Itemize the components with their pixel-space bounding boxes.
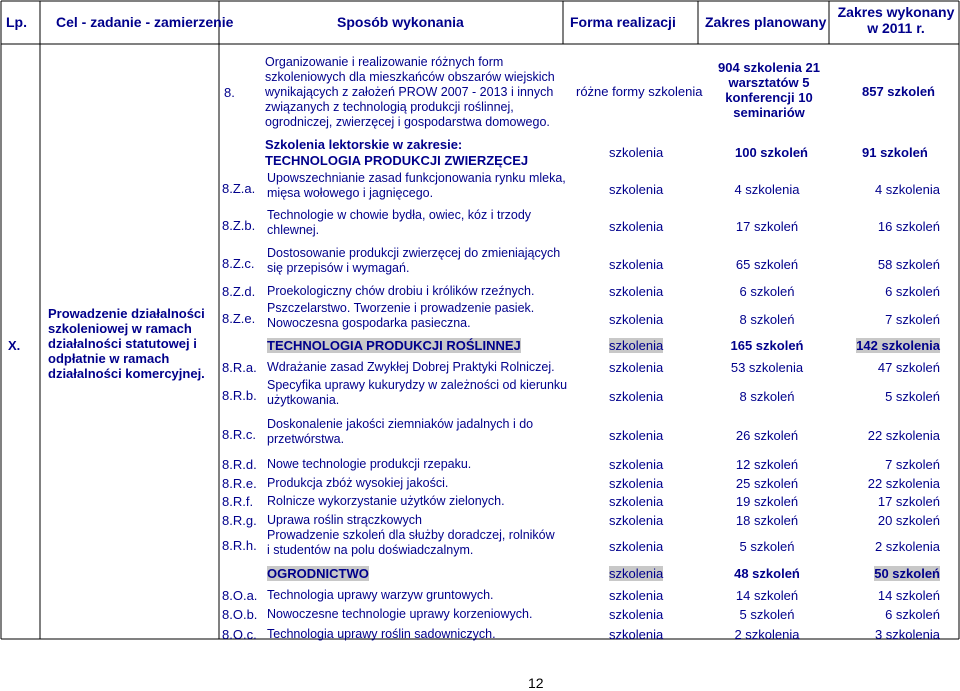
row-planned: 65 szkoleń — [735, 257, 799, 272]
row-desc-line: Nowe technologie produkcji rzepaku. — [267, 457, 472, 471]
row-id: 8.Z.c. — [222, 256, 255, 271]
row-description — [267, 301, 534, 331]
goal-line: Prowadzenie działalności — [48, 306, 205, 321]
lectures-line2: TECHNOLOGIA PRODUKCJI ZWIERZĘCEJ — [265, 153, 529, 168]
goal-line: działalności statutowej i — [48, 336, 197, 351]
row-done: 7 szkoleń — [885, 457, 940, 472]
row-done: 14 szkoleń — [877, 588, 940, 603]
row-form: szkolenia — [609, 627, 664, 642]
header-done — [836, 4, 956, 36]
row-done: 6 szkoleń — [885, 607, 940, 622]
row-description — [267, 566, 369, 582]
row-done: 142 szkolenia — [856, 338, 940, 353]
row-desc-line: Rolnicze wykorzystanie użytków zielonych. — [267, 494, 505, 508]
lectures-planned: 100 szkoleń — [735, 145, 808, 160]
goal-line: szkoleniowej w ramach — [48, 321, 192, 336]
row-planned: 8 szkoleń — [739, 312, 795, 327]
row-id: 8.R.g. — [222, 513, 257, 528]
goal-text — [48, 306, 205, 381]
row-id: 8.O.a. — [222, 588, 258, 603]
row-id: 8.R.d. — [222, 457, 257, 472]
row-desc-line: Produkcja zbóż wysokiej jakości. — [267, 476, 449, 490]
row8-plan-line: konferencji 10 — [725, 90, 813, 105]
row-description — [267, 607, 532, 622]
row-form: szkolenia — [609, 457, 664, 472]
header-lp: Lp. — [6, 14, 27, 30]
row-planned: 5 szkoleń — [739, 539, 795, 554]
row-form: szkolenia — [609, 312, 664, 327]
row-done: 50 szkoleń — [874, 566, 940, 581]
row-planned: 48 szkoleń — [734, 566, 800, 581]
row-id: 8.Z.e. — [222, 311, 256, 326]
row-description — [267, 360, 555, 375]
row-planned: 14 szkoleń — [735, 588, 799, 603]
row-desc-line: użytkowania. — [267, 393, 340, 407]
row8-plan-line: warsztatów 5 — [728, 75, 810, 90]
row-desc-line: Nowoczesne technologie uprawy korzeniowych. — [267, 607, 533, 621]
row-done: 16 szkoleń — [877, 219, 940, 234]
row-description — [267, 246, 560, 276]
row-desc-line: Uprawa roślin strączkowych — [267, 513, 422, 527]
row8-number: 8. — [224, 85, 235, 100]
row-form: szkolenia — [609, 588, 664, 603]
header-goal: Cel - zadanie - zamierzenie — [56, 14, 234, 30]
row-form: szkolenia — [609, 257, 664, 272]
row-desc-line: OGRODNICTWO — [267, 566, 369, 581]
lectures-done: 91 szkoleń — [862, 145, 928, 160]
header-planned: Zakres planowany — [705, 14, 827, 30]
lectures-title — [265, 137, 528, 169]
header-done-line2: w 2011 r. — [867, 20, 925, 36]
row-desc-line: Doskonalenie jakości ziemniaków jadalnych i do — [267, 417, 534, 431]
row-done: 2 szkolenia — [874, 539, 940, 554]
row8-planned — [704, 60, 834, 120]
row-done: 4 szkolenia — [874, 182, 940, 197]
row-desc-line: Technologia uprawy roślin sadowniczych. — [267, 627, 496, 641]
row-form: szkolenia — [609, 566, 664, 581]
row-planned: 18 szkoleń — [735, 513, 799, 528]
row-form: szkolenia — [609, 539, 664, 554]
row-id: 8.Z.b. — [222, 218, 256, 233]
row-desc-line: Upowszechnianie zasad funkcjonowania rynku mleka, — [267, 171, 566, 185]
row8-desc-line: Organizowanie i realizowanie różnych form — [265, 55, 504, 69]
page-number: 12 — [528, 675, 544, 691]
goal-line: działalności komercyjnej. — [48, 366, 205, 381]
row-planned: 6 szkoleń — [739, 284, 795, 299]
row-done: 17 szkoleń — [877, 494, 940, 509]
row8-desc-line: ogrodniczej, zwierzęcej i gospodarstwa domowego. — [265, 115, 550, 129]
row-desc-line: Nowoczesna gospodarka pasieczna. — [267, 316, 471, 330]
row-done: 20 szkoleń — [877, 513, 940, 528]
row-planned: 17 szkoleń — [735, 219, 799, 234]
row-form: szkolenia — [609, 182, 664, 197]
row-done: 6 szkoleń — [885, 284, 940, 299]
row-done: 5 szkoleń — [885, 389, 940, 404]
row-form: szkolenia — [609, 428, 664, 443]
row8-plan-line: 904 szkolenia 21 — [718, 60, 820, 75]
row8-plan-line: seminariów — [733, 105, 805, 120]
row-description — [267, 378, 567, 408]
row-done: 22 szkolenia — [867, 428, 940, 443]
row-description — [267, 494, 505, 509]
row-id: 8.R.h. — [222, 538, 257, 553]
row-description — [267, 627, 496, 642]
row8-done: 857 szkoleń — [862, 84, 935, 99]
row-id: 8.R.c. — [222, 427, 256, 442]
row8-form: różne formy szkolenia — [576, 84, 703, 99]
row-done: 47 szkoleń — [877, 360, 940, 375]
row-description — [267, 588, 494, 603]
row-description — [267, 528, 555, 558]
row-id: 8.R.e. — [222, 476, 257, 491]
header-form: Forma realizacji — [570, 14, 676, 30]
row-form: szkolenia — [609, 389, 664, 404]
row-description — [267, 284, 534, 299]
row-description — [267, 417, 533, 447]
row-id: 8.O.b. — [222, 607, 258, 622]
row-done: 22 szkolenia — [867, 476, 940, 491]
row8-desc-line: wynikających z założeń PROW 2007 - 2013 i innych — [265, 85, 554, 99]
row-planned: 4 szkolenia — [734, 182, 800, 197]
goal-line: odpłatnie w ramach — [48, 351, 170, 366]
row-done: 7 szkoleń — [885, 312, 940, 327]
row-desc-line: chlewnej. — [267, 223, 320, 237]
row-description — [267, 513, 422, 528]
row-desc-line: Technologia uprawy warzyw gruntowych. — [267, 588, 494, 602]
row-description — [267, 476, 448, 491]
row-done: 3 szkolenia — [874, 627, 940, 642]
row-id: 8.R.f. — [222, 494, 254, 509]
row-desc-line: Pszczelarstwo. Tworzenie i prowadzenie pasiek. — [267, 301, 535, 315]
section-number: X. — [8, 338, 21, 353]
row-desc-line: Technologie w chowie bydła, owiec, kóz i trzody — [267, 208, 532, 222]
row-desc-line: przetwórstwa. — [267, 432, 345, 446]
row-desc-line: Wdrażanie zasad Zwykłej Dobrej Praktyki Rolniczej. — [267, 360, 555, 374]
row-planned: 12 szkoleń — [735, 457, 799, 472]
header-done-line1: Zakres wykonany — [837, 4, 955, 20]
row8-desc-line: szkoleniowych dla mieszkańców obszarów wiejskich — [265, 70, 555, 84]
lectures-form: szkolenia — [609, 145, 664, 160]
row-description — [267, 171, 566, 201]
row-form: szkolenia — [609, 513, 664, 528]
row-form: szkolenia — [609, 284, 664, 299]
row-desc-line: Prowadzenie szkoleń dla służby doradczej, rolników — [267, 528, 555, 542]
row-id: 8.O.c. — [222, 627, 257, 642]
row-desc-line: się przepisów i wymagań. — [267, 261, 410, 275]
lectures-line1: Szkolenia lektorskie w zakresie: — [265, 137, 463, 152]
row-id: 8.Z.d. — [222, 284, 256, 299]
row-form: szkolenia — [609, 494, 664, 509]
row-planned: 5 szkoleń — [739, 607, 795, 622]
row-planned: 53 szkolenia — [730, 360, 804, 375]
row-planned: 165 szkoleń — [730, 338, 804, 353]
row-form: szkolenia — [609, 476, 664, 491]
row8-desc-line: związanych z technologią produkcji roślinnej, — [265, 100, 514, 114]
row-id: 8.Z.a. — [222, 181, 256, 196]
row8-description — [265, 55, 555, 130]
row-desc-line: i studentów na polu doświadczalnym. — [267, 543, 474, 557]
row-form: szkolenia — [609, 219, 664, 234]
row-planned: 2 szkolenia — [734, 627, 800, 642]
row-form: szkolenia — [609, 607, 664, 622]
header-method: Sposób wykonania — [337, 14, 464, 30]
row-description — [267, 338, 521, 354]
row-desc-line: TECHNOLOGIA PRODUKCJI ROŚLINNEJ — [267, 338, 521, 353]
row-desc-line: Dostosowanie produkcji zwierzęcej do zmieniających — [267, 246, 561, 260]
row-planned: 19 szkoleń — [735, 494, 799, 509]
row-form: szkolenia — [609, 360, 664, 375]
row-desc-line: Proekologiczny chów drobiu i królików rzeźnych. — [267, 284, 535, 298]
row-form: szkolenia — [609, 338, 664, 353]
row-desc-line: mięsa wołowego i jagnięcego. — [267, 186, 434, 200]
row-description — [267, 457, 471, 472]
row-desc-line: Specyfika uprawy kukurydzy w zależności od kierunku — [267, 378, 568, 392]
row-planned: 25 szkoleń — [735, 476, 799, 491]
row-planned: 8 szkoleń — [739, 389, 795, 404]
row-id: 8.R.a. — [222, 360, 257, 375]
row-description — [267, 208, 531, 238]
row-planned: 26 szkoleń — [735, 428, 799, 443]
row-id: 8.R.b. — [222, 388, 257, 403]
row-done: 58 szkoleń — [877, 257, 940, 272]
